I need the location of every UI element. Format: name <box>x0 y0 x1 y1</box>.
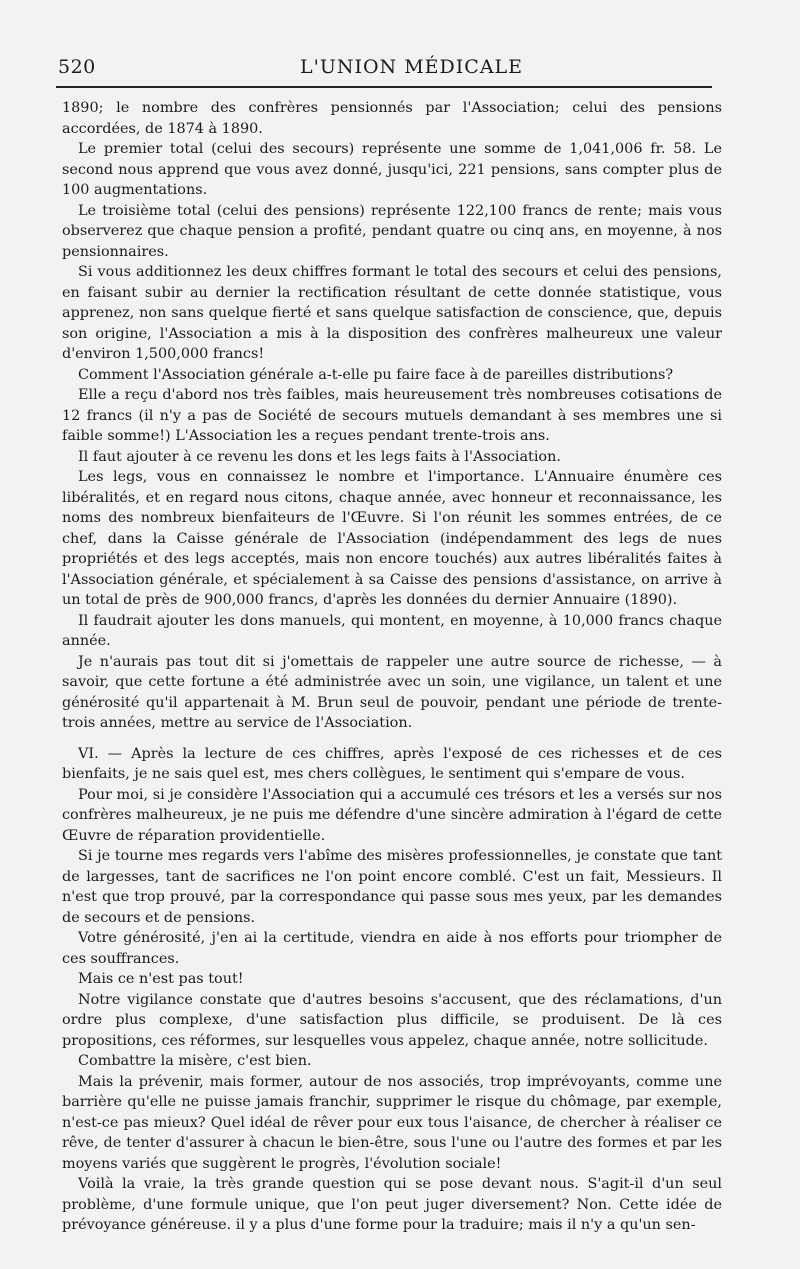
paragraph: Il faudrait ajouter les dons manuels, qui montent, en moyenne, à 10,000 francs chaque année. <box>62 612 722 649</box>
paragraph: Il faut ajouter à ce revenu les dons et les legs faits à l'Association. <box>78 448 561 465</box>
page-number: 520 <box>58 56 96 78</box>
header-rule <box>56 86 712 88</box>
paragraph: Voilà la vraie, la très grande question qui se pose devant nous. S'agit-il d'un seul problème, d'une formule unique, que l'on peut juger diversement? Non. Cette idée de prévoyance généreuse. il y a plus d'une forme pour la traduire; mais il n'y a qu'un sen- <box>62 1176 722 1233</box>
paragraph: Je n'aurais pas tout dit si j'omettais de rappeler une autre source de richesse, — à savoir, que cette fortune a été administrée avec un soin, une vigilance, un talent et une générosité qu'il appartenait à M. Brun seul de pouvoir, pendant une période de trente-trois années, mettre au service de l'Association. <box>62 653 722 731</box>
paragraph: Elle a reçu d'abord nos très faibles, mais heureusement très nombreuses cotisations de 12 francs (il n'y a pas de Société de secours mutuels demandant à ses membres une si faible somme!) L'Association les a reçues pendant trente-trois ans. <box>62 387 722 444</box>
paragraph: Combattre la misère, c'est bien. <box>78 1053 312 1069</box>
paragraph: Si vous additionnez les deux chiffres formant le total des secours et celui des pensions, en faisant subir au dernier la rectification résultant de cette donnée statistique, vous apprenez, non sans quelque fierté et sans quelque satisfaction de conscience, que, depuis son origine, l'Association a mis à la disposition des confrères malheureux une valeur d'environ 1,500,000 francs! <box>62 264 722 362</box>
paragraph: Notre vigilance constate que d'autres besoins s'accusent, que des réclamations, d'un ordre plus complexe, d'une satisfaction plus difficile, se produisent. De là ces propositions, ces réformes, sur lesquelles vous appelez, chaque année, notre sollicitude. <box>62 991 722 1049</box>
paragraph: Les legs, vous en connaissez le nombre et l'importance. L'Annuaire énumère ces libéralités, et en regard nous citons, chaque année, avec honneur et reconnaissance, les noms des nombreux bienfaiteurs de l'Œuvre. Si l'on réunit les sommes entrées, de ce chef, dans la Caisse générale de l'Association (indépendamment des legs de nues propriétés et des legs acceptés, mais non encore touchés) aux autres libéralités faites à l'Association générale, et spécialement à sa Caisse des pensions d'assistance, on arrive à un total de près de 900,000 francs, d'après les données du dernier Annuaire (1890). <box>62 469 722 608</box>
paragraph: Comment l'Association générale a-t-elle pu faire face à de pareilles distributions? <box>78 366 674 383</box>
paragraph: Le premier total (celui des secours) représente une somme de 1,041,006 fr. 58. Le second nous apprend que vous avez donné, jusqu'ici, 221 pensions, sans compter plus de 100 augmentations. <box>62 141 722 198</box>
paragraph: Votre générosité, j'en ai la certitude, viendra en aide à nos efforts pour triompher de ces souffrances. <box>62 930 722 967</box>
paragraph: Pour moi, si je considère l'Association qui a accumulé ces trésors et les a versés sur nos confrères malheureux, je ne puis me défendre d'une sincère admiration à l'égard de cette Œuvre de réparation providentielle. <box>62 786 722 844</box>
paragraph: Mais ce n'est pas tout! <box>78 971 244 987</box>
body-text <box>62 98 722 1236</box>
paragraph: Si je tourne mes regards vers l'abîme des misères professionnelles, je constate que tant de largesses, tant de sacrifices ne l'on point encore comblé. C'est un fait, Messieurs. Il n'est que trop prouvé, par la correspondance qui passe sous mes yeux, par les demandes de secours et de pensions. <box>62 848 722 926</box>
page-header <box>58 50 710 84</box>
section-vi-paragraph: VI. — Après la lecture de ces chiffres, après l'exposé de ces richesses et de ces bienfaits, je ne sais quel est, mes chers collègues, le sentiment qui s'empare de vous. <box>62 745 722 782</box>
running-title: L'UNION MÉDICALE <box>300 56 524 78</box>
paragraph: 1890; le nombre des confrères pensionnés par l'Association; celui des pensions accordées, de 1874 à 1890. <box>62 100 722 137</box>
paragraph: Mais la prévenir, mais former, autour de nos associés, trop imprévoyants, comme une barrière qu'elle ne puisse jamais franchir, supprimer le risque du chômage, par exemple, n'est-ce pas mieux? Quel idéal de rêver pour eux tous l'aisance, de chercher à réaliser ce rêve, de tenter d'assurer à chacun le bien-être, sous l'une ou l'autre des formes et par les moyens variés que suggèrent le progrès, l'évolution sociale! <box>62 1073 722 1172</box>
paragraph: Le troisième total (celui des pensions) représente 122,100 francs de rente; mais vous observerez que chaque pension a profité, pendant quatre ou cinq ans, en moyenne, à nos pensionnaires. <box>62 202 722 260</box>
